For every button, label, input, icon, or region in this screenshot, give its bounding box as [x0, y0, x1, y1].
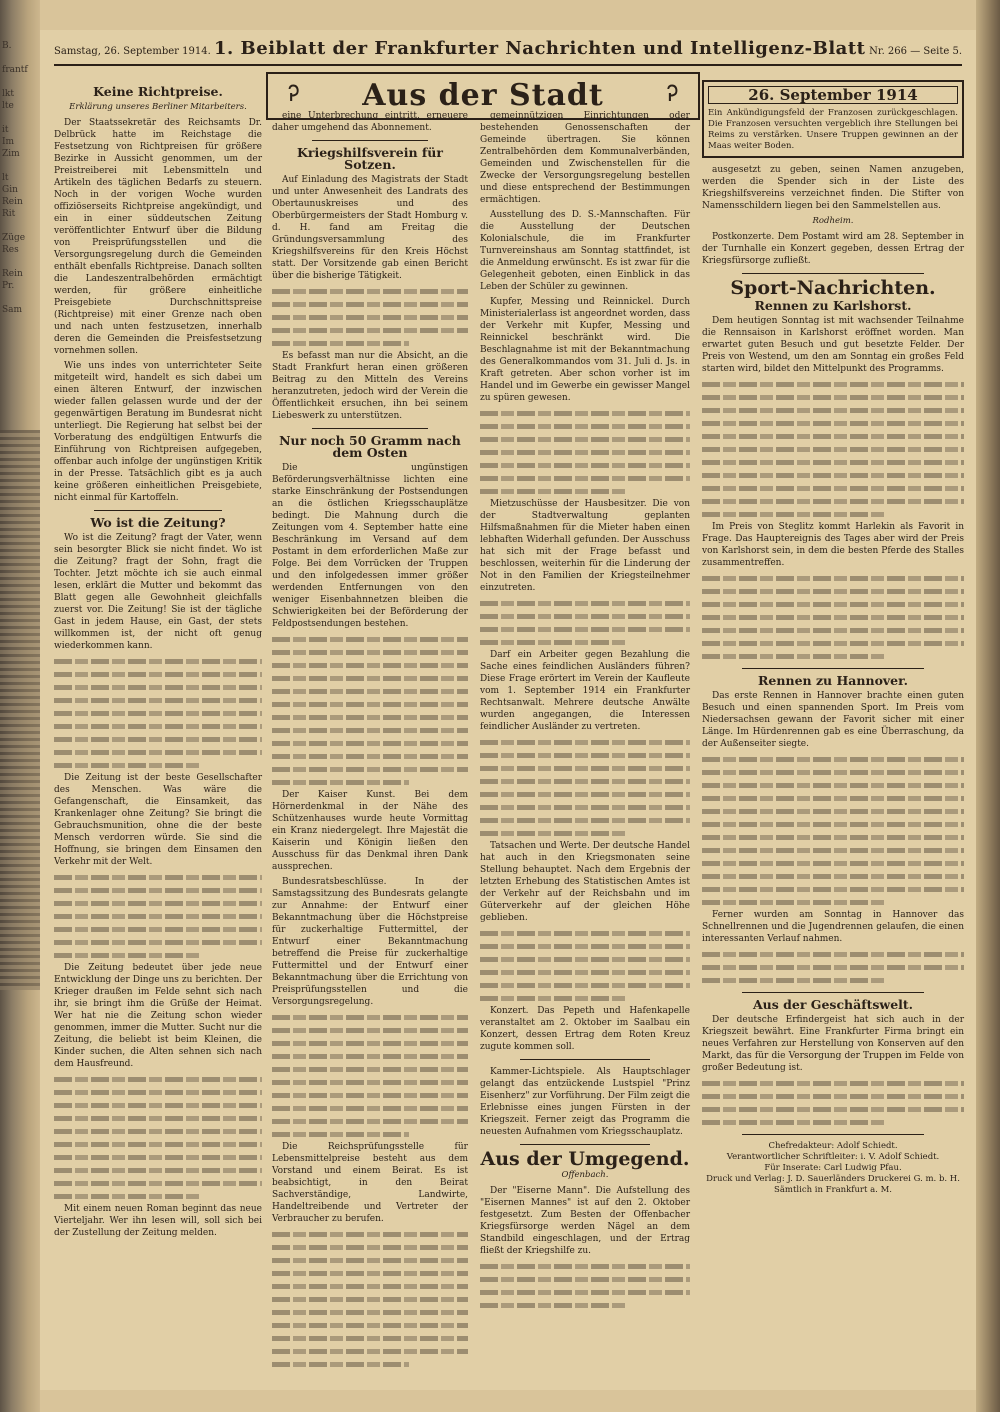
article-paragraph: Es befasst man nur die Absicht, an die Stadt Frankfurt heran einen größeren Beitrag zu den Mitteln des Vereins heranzutreten, jedoch wird der Verein die Öffentlichkeit ersuchen, ihn bei seinem Liebeswerk zu unterstützen.: [272, 351, 468, 421]
text-line: [480, 1260, 690, 1272]
text-line: [702, 650, 885, 662]
text-line: [480, 420, 690, 432]
text-line: [480, 597, 690, 609]
text-line: [54, 746, 262, 758]
article-paragraph: Das erste Rennen in Hannover brachte einen guten Besuch und einen spannenden Sport. Im Preis vom Niedersachsen gewann der Favorit sicher mit einer Länge. Im Hürdenrennen gab es eine Überraschung, da der Außenseiter siegte.: [702, 691, 964, 749]
article-title: Keine Richtpreise.: [93, 84, 223, 99]
text-line: [272, 1332, 468, 1344]
text-line: [54, 923, 262, 935]
article-paragraph: Bundesratsbeschlüsse. In der Samstagssitzung des Bundesrats gelangte zur Annahme: der Entwurf einer Bekanntmachung über die Höchstpreise für zuckerhaltige Futtermittel, der Entwurf einer Bekanntmachung betreffend die Preise für zuckerhaltige Futtermittel und der Entwurf einer Bekanntmachung über die Errichtung von Preisprüfungsstellen und die Versorgungsregelung.: [272, 877, 468, 1007]
text-line: [272, 1254, 468, 1266]
article-title: Rennen zu Hannover.: [758, 673, 908, 688]
text-line: [702, 1103, 964, 1115]
masthead-title: 1. Beiblatt der Frankfurter Nachrichten und Intelligenz-Blatt: [214, 38, 866, 59]
text-line: [480, 762, 690, 774]
text-line: [272, 1011, 468, 1023]
divider: [520, 1059, 650, 1060]
text-line: [272, 711, 468, 723]
text-line: [702, 378, 964, 390]
text-line: [272, 659, 468, 671]
text-line: [480, 610, 690, 622]
text-line: [54, 1151, 262, 1163]
text-line: [702, 443, 964, 455]
text-line: [54, 1164, 262, 1176]
ornament-left-icon: Ꭾ: [288, 82, 300, 107]
text-line: [54, 733, 262, 745]
text-line: [272, 685, 468, 697]
text-line: [480, 636, 627, 648]
text-line: [480, 966, 690, 978]
text-line: [702, 805, 964, 817]
binding-text-fragments: B. frantf lkt lte it Im Zim lt Gin Rein Rit Züge Res Rein Pr. Sam: [2, 41, 28, 315]
text-line: [480, 1286, 690, 1298]
text-line: [702, 1077, 964, 1089]
text-line: [480, 979, 690, 991]
text-line: [272, 1319, 468, 1331]
article-paragraph: Der Staatssekretär des Reichsamts Dr. Delbrück hatte im Reichstage die Festsetzung von Richtpreisen für größere Bezirke in Aussicht genommen, um der Preistreiberei mit Lebensmitteln und Artikeln des täglichen Bedarfs zu steuern. Noch in der vorigen Woche wurden offiziöserseits Richtpreise angekündigt, und ein in einer süddeutschen Zeitung veröffentlichter Entwurf über die Bildung von Preisprüfungsstellen und die Versorgungsregelung durch die Gemeinden enthält ebenfalls Richtpreise. Danach sollten die Landeszentralbehörden ermächtigt werden, für größere einheitliche Preisgebiete Durchschnittspreise (Richtpreise) mit einer Grenze nach oben und nach unten festzusetzen, innerhalb deren die Gemeinden die Preisfestsetzung vornehmen sollen.: [54, 118, 262, 356]
text-line: [54, 655, 262, 667]
section-heading: Sport-Nachrichten.: [730, 277, 936, 299]
binding-ads-strip: [0, 430, 40, 990]
article-paragraph: Der "Eiserne Mann". Die Aufstellung des "Eisernen Mannes" ist auf den 2. Oktober festgesetzt. Zum Besten der Offenbacher Kriegsfürsorge werden Nägel an dem Standbild eingeschlagen, und der Ertrag fließt der Kriegshilfe zu.: [480, 1186, 690, 1256]
article-paragraph: Tatsachen und Werte. Der deutsche Handel hat auch in den Kriegsmonaten seine Stellung behauptet. Nach dem Ergebnis der letzten Erhebung des Statistischen Amtes ist der Verkehr auf der Reichsbahn und im Güterverkehr auf der gleichen Höhe geblieben.: [480, 841, 690, 923]
imprint: Chefredakteur: Adolf Schiedt. Verantwortlicher Schriftleiter: i. V. Adolf Schiedt. Für Inserate: Carl Ludwig Pfau. Druck und Verlag: J. D. Sauerländers Druckerei G. m. b. H. Sämtlich in Frankfurt a. M.: [706, 1141, 960, 1195]
book-binding: [0, 0, 40, 1412]
text-line: [54, 720, 262, 732]
column-2: [272, 110, 468, 1371]
article-paragraph: Die Zeitung ist der beste Gesellschafter des Menschen. Was wäre die Gefangenschaft, die Einsamkeit, das Krankenlager ohne Zeitung? Sie bringt die Gebrauchsmunition, ohne die der beste Mensch verdorren würde. Sie sind die Hoffnung, sie bringen dem Einsamen den Verkehr mit der Welt.: [54, 773, 262, 867]
text-line: [480, 433, 690, 445]
text-line: [702, 818, 964, 830]
text-line: [272, 724, 468, 736]
article-paragraph: Der deutsche Erfindergeist hat sich auch in der Kriegszeit bewährt. Eine Frankfurter Firma bringt ein neues Verfahren zur Herstellung von Konserven auf den Markt, das für die Versorgung der Truppen im Felde von großer Bedeutung ist.: [702, 1015, 964, 1073]
article-subtitle: Rodheim.: [812, 216, 854, 226]
text-line: [54, 1138, 262, 1150]
article-paragraph: Die Zeitung bedeutet über jede neue Entwicklung der Dinge uns zu berichten. Der Krieger draußen im Felde sehnt sich nach ihr, sie bringt ihm die Grüße der Heimat. Wer hat nie die Zeitung schon wieder genommen, immer die Mutter. Sucht nur die Zeitung, die beliebt ist beim Kleinen, die Kinder suchen, die Alten sehnen sich nach dem Hausfreund.: [54, 963, 262, 1069]
text-line: [702, 792, 964, 804]
text-line: [702, 1090, 964, 1102]
text-line: [272, 1241, 468, 1253]
text-line: [272, 672, 468, 684]
text-line: [480, 775, 690, 787]
divider: [742, 273, 924, 274]
article-paragraph: Mit einem neuen Roman beginnt das neue Vierteljahr. Wer ihn lesen will, soll sich bei der Zustellung der Zeitung melden.: [54, 1204, 262, 1238]
text-line: [272, 311, 468, 323]
column-3: [480, 110, 690, 1312]
text-line: [54, 694, 262, 706]
divider: [742, 1134, 924, 1135]
text-line: [272, 324, 468, 336]
article-title: Nur noch 50 Gramm nach dem Osten: [279, 433, 461, 460]
article-subtitle: Erklärung unseres Berliner Mitarbeiters.: [69, 102, 247, 112]
text-line: [272, 1267, 468, 1279]
text-line: [702, 779, 964, 791]
text-line: [702, 857, 964, 869]
text-line: [54, 759, 200, 771]
column-1: [54, 80, 262, 1242]
article-paragraph: Ausstellung des D. S.-Mannschaften. Für die Ausstellung der Deutschen Kolonialschule, die im Frankfurter Turnvereinshaus am Sonntag stattfindet, ist die Anmeldung erwünscht. Es ist zwar für die Gelegenheit geboten, einen Einblick in das Leben der Schüler zu gewinnen.: [480, 210, 690, 292]
text-line: [272, 1024, 468, 1036]
text-line: [272, 1102, 468, 1114]
text-line: [480, 801, 690, 813]
text-line: [480, 1273, 690, 1285]
text-line: [480, 472, 690, 484]
text-line: [480, 1299, 627, 1311]
text-line: [702, 896, 885, 908]
text-line: [54, 871, 262, 883]
text-line: [702, 831, 964, 843]
text-line: [54, 910, 262, 922]
text-line: [272, 1306, 468, 1318]
war-report-date: 26. September 1914: [708, 86, 958, 104]
article-paragraph: Auf Einladung des Magistrats der Stadt und unter Anwesenheit des Landrats des Obertaunuskreises und des Oberbürgermeisters der Stadt Homburg v. d. H. fand am Freitag die Gründungsversammlung des Kriegshilfsvereins für den Kreis Höchst statt. Der Vorsitzende gab einen Bericht über die bisherige Tätigkeit.: [272, 175, 468, 281]
article-paragraph: Dem heutigen Sonntag ist mit wachsender Teilnahme die Rennsaison in Karlshorst eröffnet worden. Man erwartet guten Besuch und gut besetzte Felder. Der Preis von Westend, um den am Sonntag ein großes Feld starten wird, bildet den Mittelpunkt des Programms.: [702, 316, 964, 374]
text-line: [702, 624, 964, 636]
article-subtitle: Offenbach.: [561, 1170, 609, 1180]
text-line: [480, 749, 690, 761]
text-line: [702, 391, 964, 403]
article-paragraph: ausgesetzt zu geben, seinen Namen anzugeben, werden die Spender sich in der Liste des Kriegshilfsvereins verzeichnet finden. Die Stifter von Namensschildern liegen bei den Sammelstellen aus.: [702, 165, 964, 211]
text-line: [480, 814, 690, 826]
text-line: [272, 698, 468, 710]
text-line: [702, 482, 964, 494]
article-paragraph: eine Unterbrechung eintritt, erneuere daher umgehend das Abonnement.: [272, 111, 468, 133]
text-line: [54, 1177, 262, 1189]
text-line: [702, 883, 964, 895]
text-line: [702, 598, 964, 610]
divider: [742, 992, 924, 993]
divider: [312, 140, 428, 141]
text-line: [272, 298, 468, 310]
article-paragraph: Der Kaiser Kunst. Bei dem Hörnerdenkmal in der Nähe des Schützenhauses wurde heute Vormittag ein Kranz niedergelegt. Ihre Majestät die Kaiserin und Königin ließen den Ausschuss für das Denkmal ihren Dank aussprechen.: [272, 790, 468, 872]
masthead: [54, 36, 962, 66]
war-report-box: [702, 80, 964, 158]
text-line: [702, 974, 885, 986]
article-paragraph: Ferner wurden am Sonntag in Hannover das Schnellrennen und die Jugendrennen gelaufen, die einen interessanten Verlauf nahmen.: [702, 910, 964, 944]
divider: [312, 428, 428, 429]
article-paragraph: Die Reichsprüfungsstelle für Lebensmittelpreise besteht aus dem Vorstand und einem Beirat. Es ist beabsichtigt, in den Beirat Sachverständige, Landwirte, Handeltreibende und Vertreter der Verbraucher zu berufen.: [272, 1142, 468, 1224]
text-line: [54, 1099, 262, 1111]
text-line: [702, 430, 964, 442]
text-line: [54, 681, 262, 693]
war-report-text: Ein Ankündigungsfeld der Franzosen zurückgeschlagen. Die Franzosen versuchten vergeblich ihre Stellungen bei Reims zu verstärken. Unsere Truppen gewinnen an der Maas weiter Boden.: [708, 108, 958, 151]
text-line: [480, 736, 690, 748]
text-line: [54, 707, 262, 719]
ornament-right-icon: Ꭾ: [666, 82, 678, 107]
text-line: [54, 1190, 200, 1202]
text-line: [272, 763, 468, 775]
divider: [742, 668, 924, 669]
text-line: [480, 953, 690, 965]
article-paragraph: Mietzuschüsse der Hausbesitzer. Die von der Stadtverwaltung geplanten Hilfsmaßnahmen für die Mieter haben einen lebhaften Widerhall gefunden. Der Ausschuss hat sich mit der Frage befasst und beschlossen, weiterhin für die Linderung der Not in den Familien der Kriegsteilnehmer einzutreten.: [480, 499, 690, 593]
text-line: [480, 485, 627, 497]
text-line: [272, 1050, 468, 1062]
text-line: [272, 1076, 468, 1088]
text-line: [272, 1358, 409, 1370]
text-line: [702, 961, 964, 973]
text-line: [54, 897, 262, 909]
text-line: [480, 459, 690, 471]
newspaper-page: [40, 30, 976, 1390]
text-line: [54, 1112, 262, 1124]
page-edge-right: [976, 0, 1000, 1412]
text-line: [54, 936, 262, 948]
text-line: [272, 285, 468, 297]
text-line: [480, 446, 690, 458]
text-line: [702, 637, 964, 649]
text-line: [272, 750, 468, 762]
text-line: [480, 827, 627, 839]
text-line: [702, 870, 964, 882]
article-paragraph: Konzert. Das Pepeth und Hafenkapelle veranstaltet am 2. Oktober im Saalbau ein Konzert, dessen Ertrag dem Roten Kreuz zugute kommen soll.: [480, 1006, 690, 1052]
text-line: [272, 1280, 468, 1292]
text-line: [54, 949, 200, 961]
section-title: Aus der Stadt: [362, 78, 604, 113]
text-line: [702, 456, 964, 468]
article-paragraph: Darf ein Arbeiter gegen Bezahlung die Sache eines feindlichen Ausländers führen? Diese Frage erörtert im Verein der Kaufleute vom 1. September 1914 ein Frankfurter Rechtsanwalt. Mehrere deutsche Anwälte wurden angegangen, die Interessen feindlicher Ausländer zu vertreten.: [480, 650, 690, 732]
article-paragraph: Wo ist die Zeitung? fragt der Vater, wenn sein besorgter Blick sie nicht findet. Wo ist die Zeitung? fragt der Sohn, fragt die Tochter. Jetzt möchte ich sie auch einmal lesen, erklärt die Mutter und bekommt das Blatt gegen alle Gewohnheit gleichfalls zuerst vor. Die Zeitung! Sie ist der tägliche Gast in jedem Hause, ein Gast, der stets willkommen ist, der nicht oft genug wiederkommen kann.: [54, 533, 262, 651]
text-line: [480, 788, 690, 800]
article-paragraph: Kammer-Lichtspiele. Als Hauptschlager gelangt das entzückende Lustspiel "Prinz Eisenherz" zur Vorführung. Der Film zeigt die Erlebnisse eines jungen Fürsten in der Kriegszeit. Ferner zeigt das Programm die neuesten Aufnahmen vom Kriegsschauplatz.: [480, 1067, 691, 1137]
article-title: Kriegshilfsverein für Sotzen.: [297, 145, 443, 172]
text-line: [272, 1089, 468, 1101]
section-heading: Aus der Umgegend.: [480, 1148, 690, 1170]
article-title: Rennen zu Karlshorst.: [754, 298, 912, 313]
text-line: [272, 737, 468, 749]
text-line: [702, 844, 964, 856]
article-paragraph: Die ungünstigen Beförderungsverhältnisse lichten eine starke Einschränkung der Postsendungen an die östlichen Kriegsschauplätze bedingt. Die Mahnung durch die Zeitungen vom 4. September hatte eine Beschränkung im Versand auf dem Postamt in dem erforderlichen Maße zur Folge. Bei dem Vorrücken der Truppen und den infolgedessen immer größer werdenden Entfernungen von den weniger Eisenbahnnetzen bleiben die Schwierigkeiten bei der Beförderung der Feldpostsendungen bestehen.: [272, 463, 468, 629]
article-paragraph: Wie uns indes von unterrichteter Seite mitgeteilt wird, handelt es sich dabei um einen älteren Entwurf, der inzwischen wieder fallen gelassen wurde und der der gegenwärtigen Beratung im Bundesrat nicht unterliegt. Die Regierung hat selbst bei der Vorberatung des endgültigen Entwurfs die Einführung von Richtpreisen aufgegeben, offenbar auch infolge der ungünstigen Kritik in der Presse. Tatsächlich gibt es ja auch keine größeren einheitlichen Preisgebiete, nicht einmal für Kartoffeln.: [54, 361, 262, 503]
text-line: [480, 623, 690, 635]
text-line: [54, 1125, 262, 1137]
article-paragraph: Im Preis von Steglitz kommt Harlekin als Favorit in Frage. Das Hauptereignis des Tages aber wird der Preis von Karlshorst sein, in dem die besten Pferde des Stalles zusammentreffen.: [702, 522, 964, 568]
text-line: [272, 1128, 409, 1140]
text-line: [272, 1345, 468, 1357]
article-paragraph: gemeinnützigen Einrichtungen oder bestehenden Genossenschaften der Gemeinde übertragen. Sie können Zentralbehörden dem Kommunalverbänden, Gemeinden und Zwischenstellen für die Zwecke der Versorgungsregelung bestellen und diese entsprechend der Bestimmungen ermächtigen.: [480, 111, 690, 205]
text-line: [702, 417, 964, 429]
article-title: Aus der Geschäftswelt.: [752, 997, 914, 1012]
text-line: [702, 404, 964, 416]
text-line: [480, 992, 627, 1004]
text-line: [272, 776, 409, 788]
article-title: Wo ist die Zeitung?: [90, 515, 226, 530]
text-line: [702, 766, 964, 778]
text-line: [480, 940, 690, 952]
text-line: [702, 611, 964, 623]
text-line: [54, 668, 262, 680]
text-line: [702, 1116, 885, 1128]
text-line: [54, 1073, 262, 1085]
text-line: [702, 469, 964, 481]
text-line: [702, 753, 964, 765]
text-line: [272, 633, 468, 645]
text-line: [480, 927, 690, 939]
text-line: [702, 495, 964, 507]
text-line: [702, 508, 885, 520]
text-line: [272, 337, 409, 349]
text-line: [702, 948, 964, 960]
text-line: [480, 407, 690, 419]
text-line: [272, 1228, 468, 1240]
text-line: [272, 646, 468, 658]
text-line: [702, 585, 964, 597]
masthead-date: Samstag, 26. September 1914.: [54, 46, 211, 57]
text-line: [54, 884, 262, 896]
column-4: [702, 80, 964, 1196]
text-line: [272, 1037, 468, 1049]
text-line: [272, 1293, 468, 1305]
divider: [94, 510, 222, 511]
article-paragraph: Postkonzerte. Dem Postamt wird am 28. September in der Turnhalle ein Konzert gegeben, dessen Ertrag der Kriegsfürsorge zufließt.: [702, 232, 964, 266]
masthead-page: Nr. 266 — Seite 5.: [869, 46, 962, 57]
article-paragraph: Kupfer, Messing und Reinnickel. Durch Ministerialerlass ist angeordnet worden, dass der Verkehr mit Kupfer, Messing und Reinnickel beschränkt wird. Die Beschlagnahme ist mit der Bekanntmachung des Generalkommandos vom 31. Juli d. Js. in Kraft getreten. Aber schon vorher ist im Handel und im Gewerbe ein gewisser Mangel zu spüren gewesen.: [480, 297, 690, 403]
text-line: [54, 1086, 262, 1098]
divider: [520, 1144, 650, 1145]
text-line: [272, 1063, 468, 1075]
text-line: [702, 572, 964, 584]
text-line: [272, 1115, 468, 1127]
